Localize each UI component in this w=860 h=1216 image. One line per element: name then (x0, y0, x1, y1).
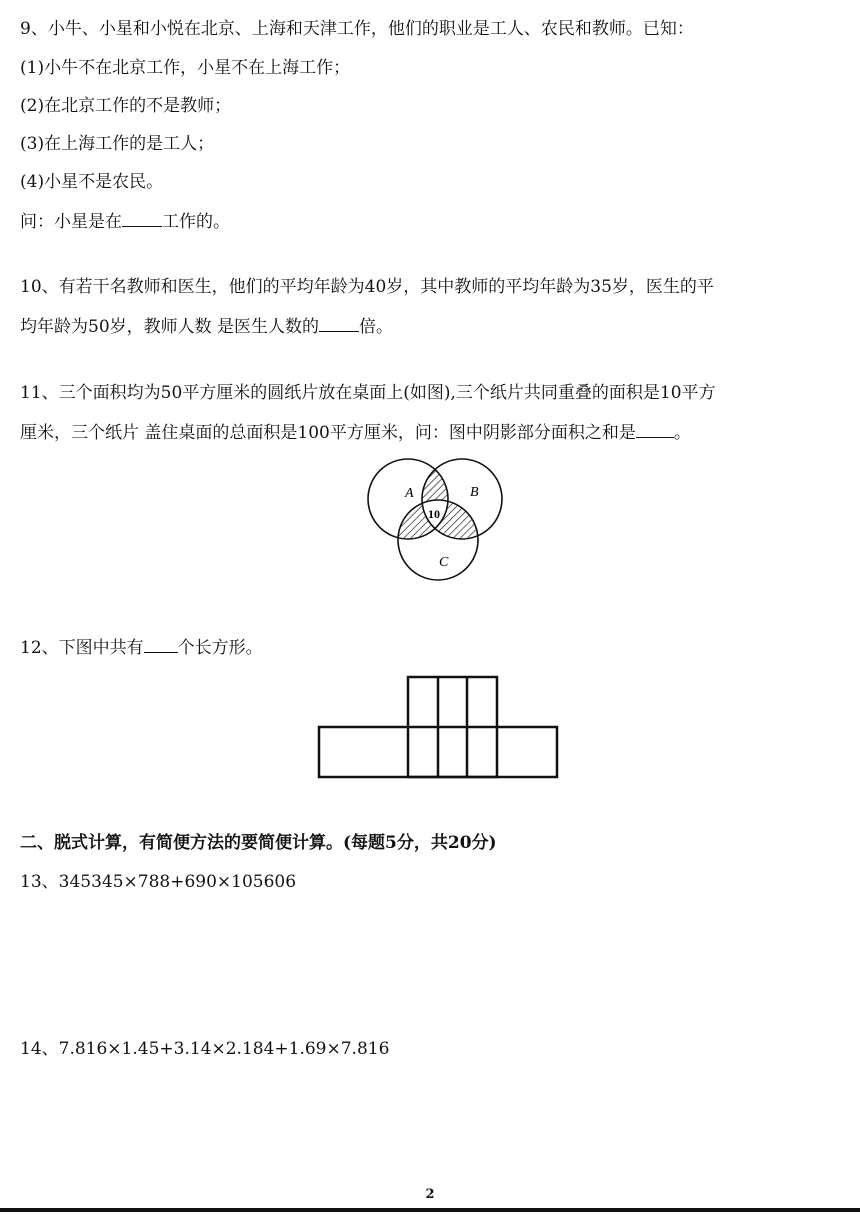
q11-line-2 (20, 421, 691, 444)
label-c: C (439, 555, 449, 570)
q10-line-2-pre: 均年龄为50岁，教师人数 是医生人数的 (20, 317, 320, 337)
q12-pre: 12、下图中共有 (20, 638, 144, 658)
q9-condition-3: (3)在上海工作的是工人； (20, 134, 215, 154)
page-bottom-rule (0, 1208, 860, 1212)
q12-text (20, 636, 263, 659)
page-number: 2 (425, 1187, 435, 1202)
q11-line-2-pre: 厘米，三个纸片 盖住桌面的总面积是100平方厘米，问：图中阴影部分面积之和是 (20, 423, 636, 443)
q13-text: 13、345345×788+690×105606 (20, 872, 297, 892)
q11-line-1: 11、三个面积均为50平方厘米的圆纸片放在桌面上(如图),三个纸片共同重叠的面积是10平方 (20, 383, 716, 403)
section-title: 二、脱式计算，有简便方法的要简便计算。(每题5分，共20分) (20, 833, 497, 853)
rectangle-figure (316, 674, 560, 782)
q9-question-pre: 问：小星是在 (20, 212, 122, 232)
q10-line-2 (20, 315, 393, 338)
q11-line-2-post: 。 (673, 423, 691, 443)
q9-condition-2: (2)在北京工作的不是教师； (20, 96, 232, 116)
q10-line-1: 10、有若干名教师和医生，他们的平均年龄为40岁，其中教师的平均年龄为35岁，医生的平 (20, 277, 714, 297)
q9-question-post: 工作的。 (162, 212, 230, 232)
q9-question (20, 210, 230, 233)
center-value: 10 (428, 507, 440, 521)
q9-condition-4: (4)小星不是农民。 (20, 172, 164, 192)
q10-line-2-post: 倍。 (359, 317, 394, 337)
venn-diagram (355, 452, 515, 592)
answer-blank (319, 315, 359, 332)
answer-blank (122, 210, 162, 227)
q9-intro: 9、小牛、小星和小悦在北京、上海和天津工作，他们的职业是工人、农民和教师。已知： (20, 19, 694, 39)
label-b: B (470, 485, 479, 500)
q12-post: 个长方形。 (177, 638, 263, 658)
label-a: A (405, 486, 414, 501)
q14-text: 14、7.816×1.45+3.14×2.184+1.69×7.816 (20, 1039, 390, 1059)
q9-condition-1: (1)小牛不在北京工作，小星不在上海工作； (20, 58, 351, 78)
answer-blank (636, 421, 674, 438)
answer-blank (144, 636, 178, 653)
